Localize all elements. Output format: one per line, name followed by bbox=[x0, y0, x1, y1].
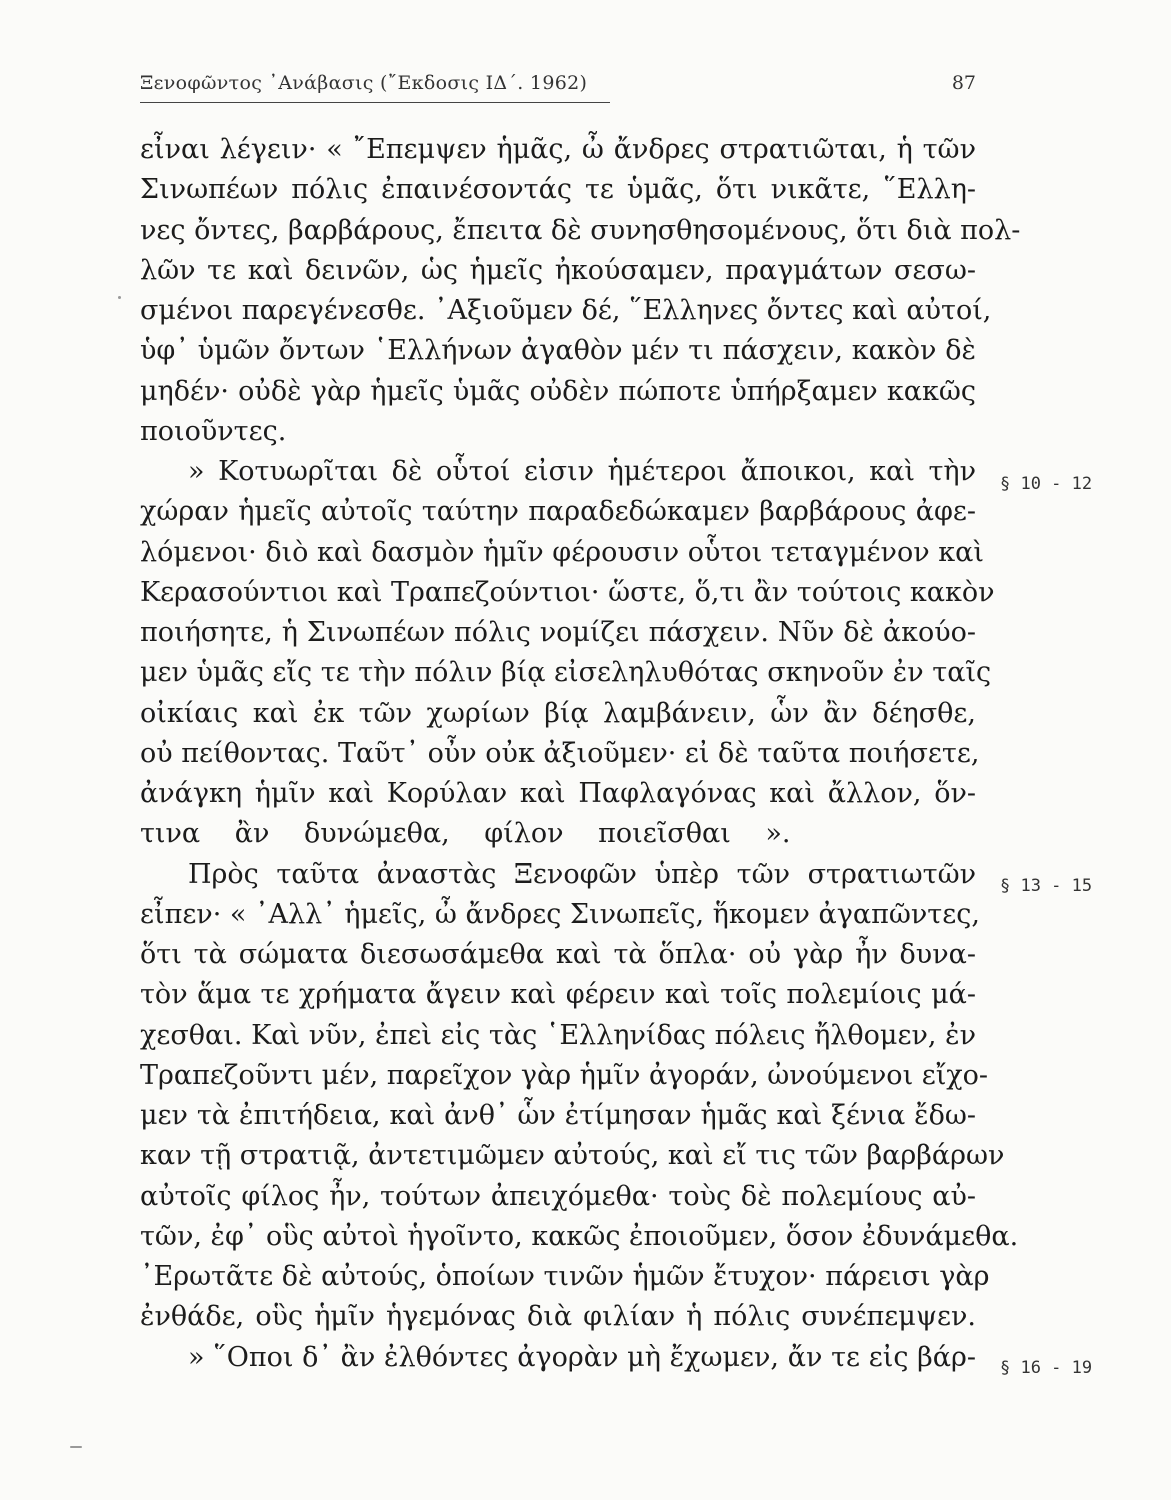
text-line: ἀνάγκη ἡμῖν καὶ Κορύλαν καὶ Παφλαγόνας καὶ ἄλλον, ὅν- bbox=[140, 778, 976, 809]
text-line: Τραπεζοῦντι μέν, παρεῖχον γὰρ ἡμῖν ἀγοράν, ὠνούμενοι εἴχο- bbox=[140, 1059, 989, 1091]
text-line: ποιήσητε, ἡ Σινωπέων πόλις νομίζει πάσχειν. Νῦν δὲ ἀκούο- bbox=[140, 617, 976, 648]
text-line: οὐ πείθοντας. Ταῦτ᾿ οὖν οὐκ ἀξιοῦμεν· εἰ δὲ ταῦτα ποιήσετε, bbox=[140, 737, 980, 769]
running-header bbox=[140, 72, 976, 108]
scan-speck bbox=[70, 1446, 82, 1448]
text-line: » ῞Οποι δ᾿ ἂν ἐλθόντες ἀγορὰν μὴ ἔχωμεν, ἄν τε εἰς βάρ- bbox=[188, 1341, 976, 1373]
text-line: Πρὸς ταῦτα ἀναστὰς Ξενοφῶν ὑπὲρ τῶν στρατιωτῶν bbox=[188, 858, 976, 890]
text-line: ἐνθάδε, οὓς ἡμῖν ἡγεμόνας διὰ φιλίαν ἡ πόλις συνέπεμψεν. bbox=[140, 1301, 976, 1333]
running-title: Ξενοφῶντος ᾿Ανάβασις (῎Εκδοσις ΙΔ΄. 1962) bbox=[140, 72, 610, 103]
text-line: μηδέν· οὐδὲ γὰρ ἡμεῖς ὑμᾶς οὐδὲν πώποτε ὑπήρξαμεν κακῶς bbox=[140, 375, 976, 407]
text-line: νες ὄντες, βαρβάρους, ἔπειτα δὲ συνησθησομένους, ὅτι διὰ πολ- bbox=[140, 214, 1021, 246]
text-line: Σινωπέων πόλις ἐπαινέσοντάς τε ὑμᾶς, ὅτι νικᾶτε, ῞Ελλη- bbox=[140, 174, 976, 206]
text-line: » Κοτυωρῖται δὲ οὗτοί εἰσιν ἡμέτεροι ἄποικοι, καὶ τὴν bbox=[188, 456, 976, 487]
text-line: ὅτι τὰ σώματα διεσωσάμεθα καὶ τὰ ὅπλα· οὐ γὰρ ἦν δυνα- bbox=[140, 939, 976, 970]
text-line: αὐτοῖς φίλος ἦν, τούτων ἀπειχόμεθα· τοὺς δὲ πολεμίους αὐ- bbox=[140, 1180, 976, 1212]
text-line: τὸν ἅμα τε χρήματα ἄγειν καὶ φέρειν καὶ τοῖς πολεμίοις μά- bbox=[140, 979, 976, 1011]
text-line: εἶναι λέγειν· « ῎Επεμψεν ἡμᾶς, ὦ ἄνδρες στρατιῶται, ἡ τῶν bbox=[140, 134, 976, 165]
text-line: εἶπεν· « ᾿Αλλ᾿ ἡμεῖς, ὦ ἄνδρες Σινωπεῖς, ἥκομεν ἀγαπῶντες, bbox=[140, 898, 980, 930]
text-line: τινα ἂν δυνώμεθα, φίλον ποιεῖσθαι ». bbox=[140, 818, 791, 850]
text-line: Κερασούντιοι καὶ Τραπεζούντιοι· ὥστε, ὅ,τι ἂν τούτοις κακὸν bbox=[140, 576, 995, 608]
scan-speck bbox=[118, 296, 121, 299]
text-line: τῶν, ἐφ᾿ οὓς αὐτοὶ ἡγοῖντο, κακῶς ἐποιοῦμεν, ὅσον ἐδυνάμεθα. bbox=[140, 1220, 1019, 1252]
body-text bbox=[140, 130, 1021, 1378]
text-line: λόμενοι· διὸ καὶ δασμὸν ἡμῖν φέρουσιν οὗτοι τεταγμένον καὶ bbox=[140, 536, 984, 568]
text-line: χεσθαι. Καὶ νῦν, ἐπεὶ εἰς τὰς ῾Ελληνίδας πόλεις ἤλθομεν, ἐν bbox=[140, 1019, 976, 1051]
text-line: μεν ὑμᾶς εἴς τε τὴν πόλιν βίᾳ εἰσεληλυθότας σκηνοῦν ἐν ταῖς bbox=[140, 657, 992, 689]
margin-section-ref: § 10 - 12 bbox=[1000, 474, 1093, 494]
page-number: 87 bbox=[951, 72, 976, 94]
text-line: χώραν ἡμεῖς αὐτοῖς ταύτην παραδεδώκαμεν βαρβάρους ἀφε- bbox=[140, 496, 976, 528]
text-line: σμένοι παρεγένεσθε. ᾿Αξιοῦμεν δέ, ῞Ελληνες ὄντες καὶ αὐτοί, bbox=[140, 295, 992, 326]
text-line: οἰκίαις καὶ ἐκ τῶν χωρίων βίᾳ λαμβάνειν, ὧν ἂν δέησθε, bbox=[140, 697, 976, 729]
text-line: ὑφ᾿ ὑμῶν ὄντων ῾Ελλήνων ἀγαθὸν μέν τι πάσχειν, κακὸν δὲ bbox=[140, 335, 976, 367]
margin-section-ref: § 16 - 19 bbox=[1000, 1358, 1093, 1378]
text-line: ποιοῦντες. bbox=[140, 415, 287, 447]
text-line: μεν τὰ ἐπιτήδεια, καὶ ἀνθ᾿ ὧν ἐτίμησαν ἡμᾶς καὶ ξένια ἔδω- bbox=[140, 1100, 976, 1131]
text-line: καν τῇ στρατιᾷ, ἀντετιμῶμεν αὐτούς, καὶ εἴ τις τῶν βαρβάρων bbox=[140, 1140, 1005, 1172]
text-line: ᾿Ερωτᾶτε δὲ αὐτούς, ὁποίων τινῶν ἡμῶν ἔτυχον· πάρεισι γὰρ bbox=[140, 1261, 990, 1292]
margin-section-ref: § 13 - 15 bbox=[1000, 876, 1093, 896]
text-line: λῶν τε καὶ δεινῶν, ὡς ἡμεῖς ἠκούσαμεν, πραγμάτων σεσω- bbox=[140, 254, 976, 286]
